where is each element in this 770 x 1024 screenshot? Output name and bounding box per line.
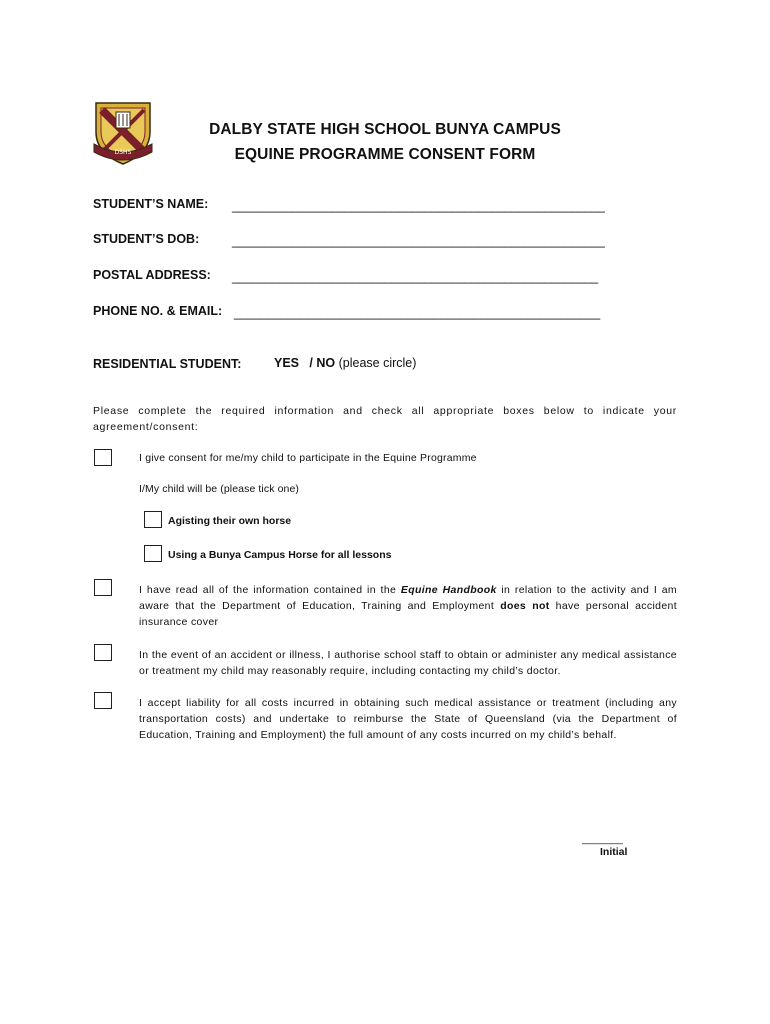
initial-field[interactable]: _______ [582, 833, 623, 845]
consent-participate-text: I give consent for me/my child to participate in the Equine Programme [139, 452, 477, 464]
handbook-acknowledge-text [139, 582, 677, 630]
campus-horse-label: Using a Bunya Campus Horse for all lessons [168, 549, 392, 561]
form-title: EQUINE PROGRAMME CONSENT FORM [234, 146, 536, 163]
does-not-emphasis: does not [500, 600, 550, 612]
residential-options[interactable] [274, 356, 416, 370]
please-circle-hint: (please circle) [338, 356, 417, 370]
own-horse-checkbox[interactable] [144, 511, 162, 528]
initial-label: Initial [600, 846, 628, 858]
phone-email-label: PHONE NO. & EMAIL: [93, 304, 223, 318]
liability-accept-checkbox[interactable] [94, 692, 112, 709]
consent-participate-checkbox[interactable] [94, 449, 112, 466]
student-dob-field[interactable]: ________________________________________________________ [232, 234, 605, 248]
postal-address-label: POSTAL ADDRESS: [93, 268, 211, 282]
tick-prompt-text: I/My child will be (please tick one) [139, 483, 299, 495]
own-horse-label: Agisting their own horse [168, 515, 292, 527]
yes-no-options[interactable]: YES / NO [274, 356, 336, 370]
school-crest-logo [92, 100, 154, 166]
handbook-acknowledge-checkbox[interactable] [94, 579, 112, 596]
postal-address-field[interactable]: _______________________________________________________ [232, 270, 598, 284]
equine-handbook-title: Equine Handbook [400, 584, 497, 596]
campus-horse-checkbox[interactable] [144, 545, 162, 562]
handbook-text-part1: I have read all of the information contained in the [139, 584, 401, 596]
student-dob-label: STUDENT’S DOB: [93, 232, 200, 246]
crest-text: DSHS [114, 149, 132, 156]
student-name-field[interactable]: ________________________________________________________ [232, 199, 605, 213]
school-name-heading: DALBY STATE HIGH SCHOOL BUNYA CAMPUS [209, 121, 561, 138]
student-name-label: STUDENT’S NAME: [93, 197, 209, 211]
medical-authorise-text: In the event of an accident or illness, I authorise school staff to obtain or administer any medical assistance or treatment my child may reasonably require, including contacting my child’s doctor. [139, 649, 677, 677]
phone-email-field[interactable]: _______________________________________________________ [234, 306, 600, 320]
handbook-text-part2: in relation to the activity and I am aware that the Department of Education, Training and Employment [139, 584, 678, 612]
handbook-text-part3: have personal accident insurance cover [139, 600, 677, 628]
liability-accept-text: I accept liability for all costs incurred in obtaining such medical assistance or treatment (including any transportation costs) and undertake to reimburse the State of Queensland (via the Department of Education, Training and Employment) the full amount of any costs incurred on my child’s behalf. [139, 697, 677, 741]
residential-student-label: RESIDENTIAL STUDENT: [93, 357, 242, 371]
medical-authorise-checkbox[interactable] [94, 644, 112, 661]
instructions-text: Please complete the required information and check all appropriate boxes below to indicate your agreement/consent: [93, 405, 677, 433]
